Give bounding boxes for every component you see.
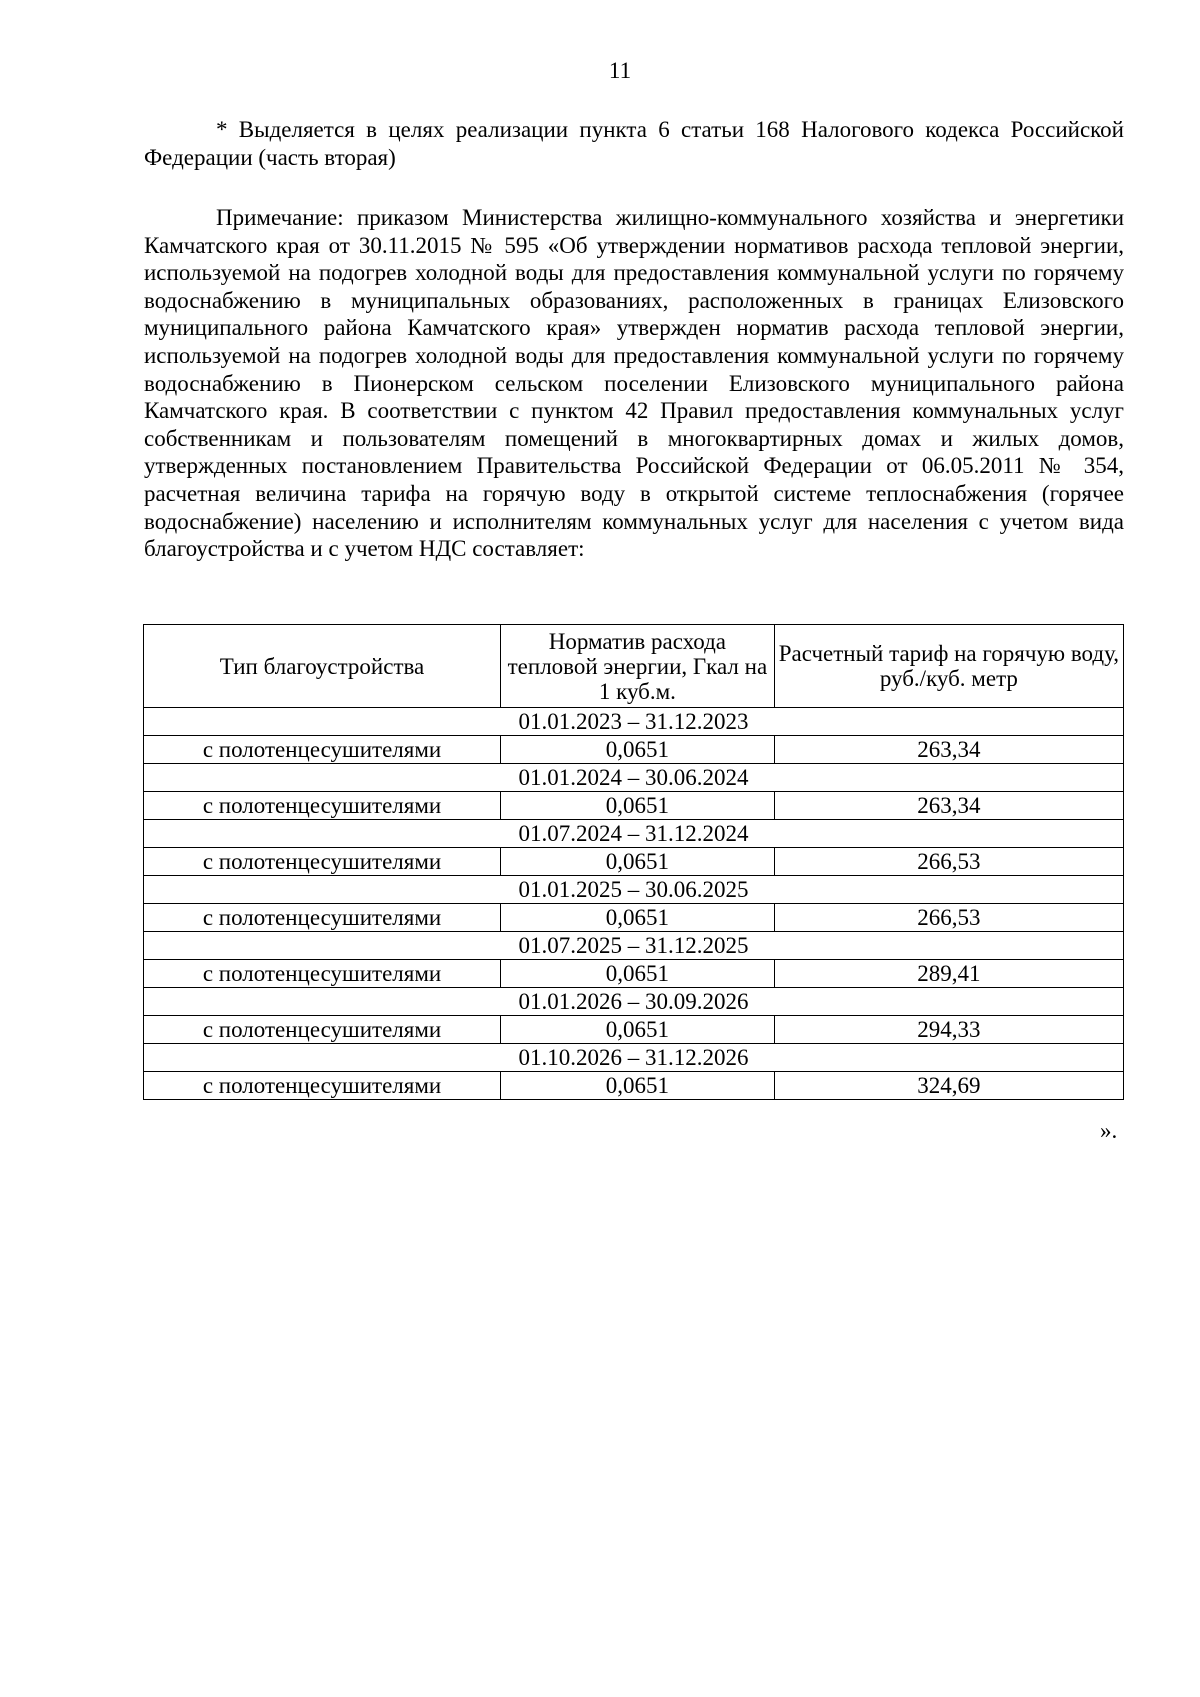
norm-cell: 0,0651 bbox=[501, 960, 775, 988]
period-cell: 01.01.2023 – 31.12.2023 bbox=[144, 708, 1124, 736]
norm-cell: 0,0651 bbox=[501, 848, 775, 876]
header-tariff: Расчетный тариф на горячую воду, руб./куб. метр bbox=[774, 625, 1123, 708]
header-norm: Норматив расхода тепловой энергии, Гкал на 1 куб.м. bbox=[501, 625, 775, 708]
page-number: 11 bbox=[608, 58, 632, 83]
type-cell: с полотенцесушителями bbox=[144, 904, 501, 932]
header-type: Тип благоустройства bbox=[144, 625, 501, 708]
norm-cell: 0,0651 bbox=[501, 1072, 775, 1100]
norm-cell: 0,0651 bbox=[501, 904, 775, 932]
period-row bbox=[144, 988, 1124, 1016]
tariff-table bbox=[143, 624, 1124, 1100]
table-row bbox=[144, 792, 1124, 820]
type-cell: с полотенцесушителями bbox=[144, 1016, 501, 1044]
table-row bbox=[144, 848, 1124, 876]
table-header-row bbox=[144, 625, 1124, 708]
table-row bbox=[144, 904, 1124, 932]
period-row bbox=[144, 708, 1124, 736]
period-cell: 01.01.2024 – 30.06.2024 bbox=[144, 764, 1124, 792]
table-row bbox=[144, 736, 1124, 764]
period-row bbox=[144, 932, 1124, 960]
period-cell: 01.10.2026 – 31.12.2026 bbox=[144, 1044, 1124, 1072]
tariff-cell: 289,41 bbox=[774, 960, 1123, 988]
period-row bbox=[144, 820, 1124, 848]
closing-quote: ». bbox=[1100, 1118, 1118, 1143]
type-cell: с полотенцесушителями bbox=[144, 792, 501, 820]
period-row bbox=[144, 764, 1124, 792]
table-row bbox=[144, 1072, 1124, 1100]
tariff-cell: 266,53 bbox=[774, 904, 1123, 932]
norm-cell: 0,0651 bbox=[501, 1016, 775, 1044]
tariff-cell: 263,34 bbox=[774, 736, 1123, 764]
period-cell: 01.07.2025 – 31.12.2025 bbox=[144, 932, 1124, 960]
type-cell: с полотенцесушителями bbox=[144, 736, 501, 764]
tariff-cell: 266,53 bbox=[774, 848, 1123, 876]
norm-cell: 0,0651 bbox=[501, 792, 775, 820]
note-paragraph: Примечание: приказом Министерства жилищно-коммунального хозяйства и энергетики Камчатского края от 30.11.2015 № 595 «Об утверждении нормативов расхода тепловой энергии, используемой на подогрев холодной воды для предоставления коммунальной услуги по горячему водоснабжению в муниципальных образованиях, расположенных в границах Елизовского муниципального района Камчатского края» утвержден норматив расхода тепловой энергии, используемой на подогрев холодной воды для предоставления коммунальной услуги по горячему водоснабжению в Пионерском сельском поселении Елизовского муниципального района Камчатского края. В соответствии с пунктом 42 Правил предоставления коммунальных услуг собственникам и пользователям помещений в многоквартирных домах и жилых домов, утвержденных постановлением Правительства Российской Федерации от 06.05.2011 № 354, расчетная величина тарифа на горячую воду в открытой системе теплоснабжения (горячее водоснабжение) населению и исполнителям коммунальных услуг для населения с учетом вида благоустройства и с учетом НДС составляет: bbox=[144, 205, 1124, 562]
type-cell: с полотенцесушителями bbox=[144, 848, 501, 876]
period-row bbox=[144, 876, 1124, 904]
tariff-cell: 263,34 bbox=[774, 792, 1123, 820]
period-cell: 01.01.2026 – 30.09.2026 bbox=[144, 988, 1124, 1016]
tariff-cell: 294,33 bbox=[774, 1016, 1123, 1044]
norm-cell: 0,0651 bbox=[501, 736, 775, 764]
type-cell: с полотенцесушителями bbox=[144, 1072, 501, 1100]
table-row bbox=[144, 960, 1124, 988]
period-cell: 01.01.2025 – 30.06.2025 bbox=[144, 876, 1124, 904]
period-row bbox=[144, 1044, 1124, 1072]
footnote: * Выделяется в целях реализации пункта 6 статьи 168 Налогового кодекса Российской Федерации (часть вторая) bbox=[144, 117, 1124, 170]
type-cell: с полотенцесушителями bbox=[144, 960, 501, 988]
table-row bbox=[144, 1016, 1124, 1044]
tariff-cell: 324,69 bbox=[774, 1072, 1123, 1100]
period-cell: 01.07.2024 – 31.12.2024 bbox=[144, 820, 1124, 848]
